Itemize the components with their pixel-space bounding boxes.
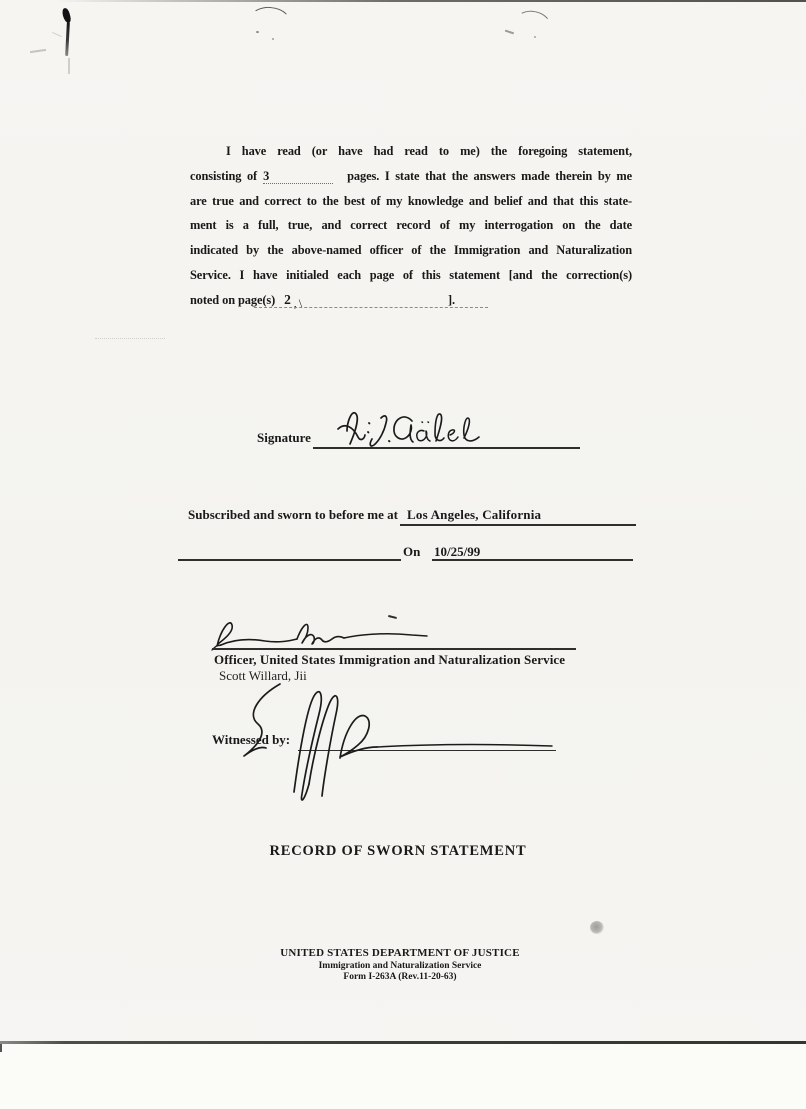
staple-mark-stem bbox=[65, 22, 69, 56]
hole-punch-mark bbox=[590, 921, 604, 934]
date-label: On bbox=[403, 544, 421, 559]
sworn-location-underline bbox=[400, 524, 636, 526]
scan-scratch bbox=[30, 49, 46, 53]
signature-label: Signature bbox=[257, 430, 311, 445]
closing-bracket: ]. bbox=[448, 292, 456, 307]
sworn-before-label: Subscribed and sworn to before me at bbox=[188, 507, 398, 522]
document-title: RECORD OF SWORN STATEMENT bbox=[269, 843, 527, 859]
paperclip-arc-mark bbox=[513, 8, 554, 41]
statement-line-2-prefix: consisting of bbox=[190, 168, 258, 183]
officer-title: Officer, United States Immigration and Naturalization Service bbox=[214, 652, 566, 667]
statement-line-6: Service. I have initialed each page of this statement [and the correction(s) bbox=[190, 267, 632, 282]
noted-pages-label: noted on page(s) bbox=[190, 292, 276, 307]
footer-block bbox=[188, 948, 612, 983]
blank-line-left bbox=[178, 559, 401, 561]
scan-scratch bbox=[52, 32, 62, 37]
witnessed-by-label: Witnessed by: bbox=[212, 732, 291, 747]
statement-line-2-suffix: pages. I state that the answers made therein by me bbox=[347, 168, 632, 183]
applicant-signature-handwriting bbox=[332, 404, 492, 452]
scan-speck bbox=[272, 38, 274, 40]
scan-top-edge bbox=[55, 0, 806, 2]
statement-line-5: indicated by the above-named officer of the Immigration and Naturalization bbox=[190, 243, 632, 258]
page-count-field: 3 bbox=[263, 169, 333, 184]
footer-department: UNITED STATES DEPARTMENT OF JUSTICE bbox=[280, 947, 520, 959]
staple-mark-icon bbox=[61, 7, 71, 23]
scan-scratch bbox=[68, 58, 70, 74]
officer-signature-line bbox=[212, 648, 576, 650]
officer-name: Scott Willard, Jii bbox=[219, 668, 307, 683]
statement-line-3: are true and correct to the best of my knowledge and belief and that this state- bbox=[190, 193, 632, 208]
scan-scratch bbox=[505, 30, 514, 34]
sworn-location-value: Los Angeles, California bbox=[407, 507, 542, 522]
statement-line-1: I have read (or have had read to me) the foregoing statement, bbox=[226, 144, 632, 158]
paperclip-arc-mark bbox=[248, 5, 293, 39]
date-underline bbox=[432, 559, 633, 561]
footer-form-number: Form I-263A (Rev.11-20-63) bbox=[343, 972, 457, 982]
date-value: 10/25/99 bbox=[434, 544, 481, 559]
witness-signature-handwriting bbox=[240, 682, 570, 807]
scan-edge-tick bbox=[0, 1044, 2, 1052]
scan-speck bbox=[256, 31, 259, 33]
footer-service: Immigration and Naturalization Service bbox=[318, 960, 482, 971]
noted-pages-handwritten-marks: ,\ bbox=[293, 295, 305, 310]
statement-line-7 bbox=[190, 288, 632, 314]
scanner-bed-strip bbox=[0, 1044, 806, 1109]
statement-paragraph bbox=[190, 139, 632, 314]
statement-line-2 bbox=[190, 164, 632, 189]
noted-pages-handwritten-value: 2 bbox=[284, 291, 291, 307]
scan-speck bbox=[534, 36, 536, 38]
scan-smudge bbox=[95, 336, 165, 339]
statement-line-4: ment is a full, true, and correct record of my interrogation on the date bbox=[190, 218, 632, 233]
